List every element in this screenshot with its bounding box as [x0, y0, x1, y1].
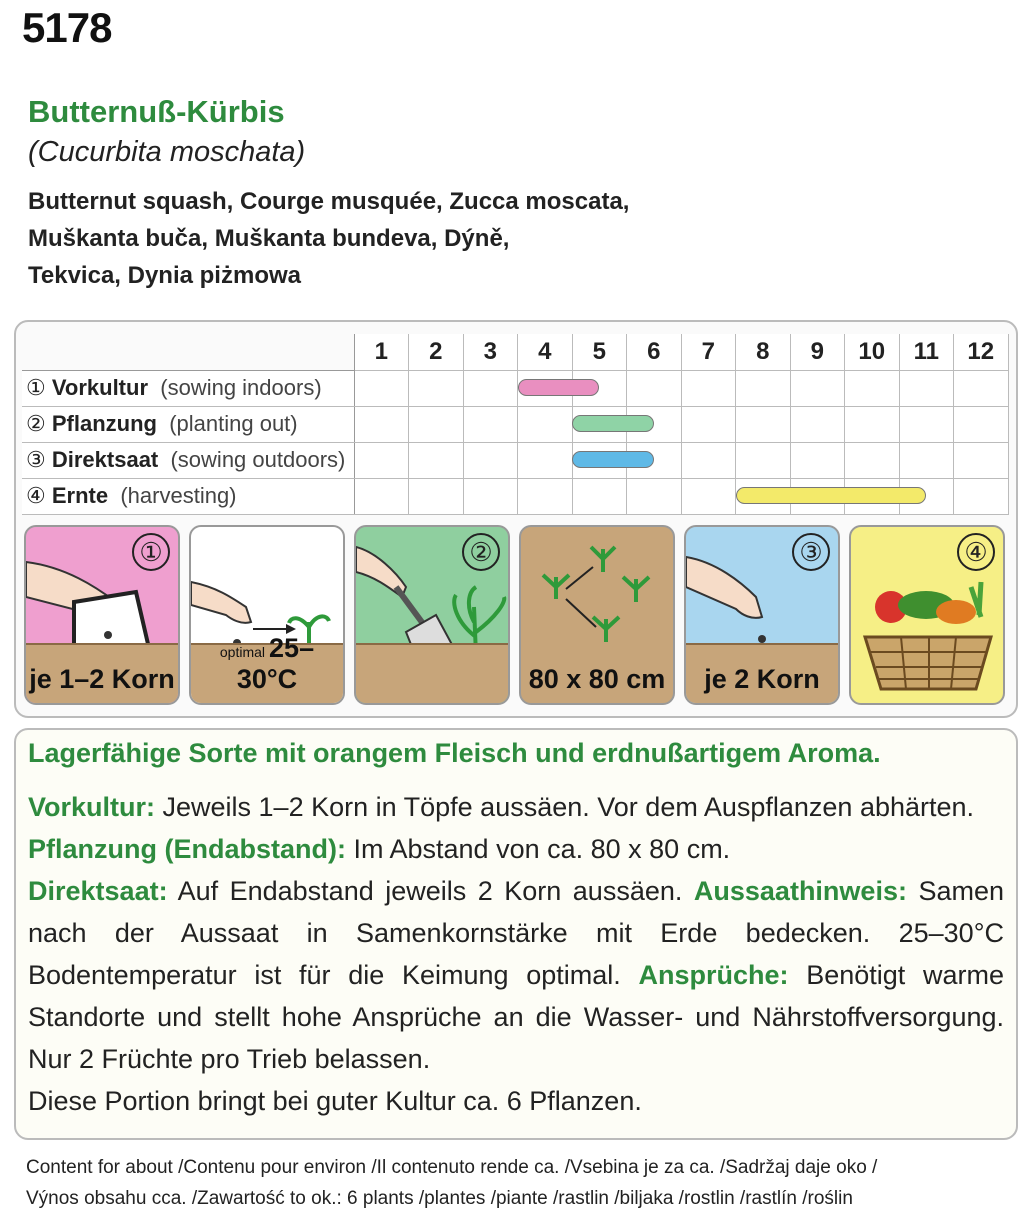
calendar-row-pflanzung	[22, 406, 1008, 442]
common-names	[28, 183, 1008, 294]
tile-planting-out	[354, 525, 510, 705]
month-4: 4	[518, 334, 573, 370]
calendar-bar-pflanzung	[572, 415, 654, 432]
row-label: ③ Direktsaat (sowing outdoors)	[22, 442, 354, 478]
tile-sowing-indoors	[24, 525, 180, 705]
product-code: 5178	[22, 4, 112, 51]
direktsaat-paragraph: Direktsaat: Auf Endabstand jeweils 2 Korn aussäen. Aussaathinweis: Samen nach der Aussaat in Samenkornstärke mit Erde bedecken. 25–30°C Bodentemperatur ist für die Keimung optimal. Ansprüche: Benötigt warme Standorte und stellt hohe Ansprüche an die Wasser- und Nährstoffversorgung. Nur 2 Früchte pro Trieb belassen.	[28, 876, 1005, 1074]
names-line-3: Tekvica, Dynia piżmowa	[28, 262, 301, 289]
footer-line-1: Content for about /Contenu pour environ /Il contenuto rende ca. /Vsebina je za ca. /Sadržaj daje oko /	[26, 1157, 878, 1178]
portion-paragraph: Diese Portion bringt bei guter Kultur ca. 6 Pflanzen.	[28, 1086, 642, 1116]
month-12: 12	[954, 334, 1009, 370]
month-3: 3	[463, 334, 518, 370]
names-line-1: Butternut squash, Courge musquée, Zucca moscata,	[28, 188, 630, 215]
tile-label: 80 x 80 cm	[528, 664, 666, 694]
step-number: ③	[792, 533, 830, 571]
tile-spacing	[519, 525, 675, 705]
month-7: 7	[681, 334, 736, 370]
latin-name: (Cucurbita moschata)	[28, 136, 306, 168]
description-headline: Lagerfähige Sorte mit orangem Fleisch und erdnußartigem Aroma.	[28, 738, 881, 768]
row-label: ④ Ernte (harvesting)	[22, 478, 354, 514]
tile-germination	[189, 525, 345, 705]
tile-sowing-outdoors	[684, 525, 840, 705]
tile-label: je 1–2 Korn	[29, 664, 175, 694]
soil	[356, 643, 508, 703]
tile-label: optimal 25–30°C	[219, 633, 315, 694]
step-number: ①	[132, 533, 170, 571]
pflanzung-paragraph: Pflanzung (Endabstand): Im Abstand von ca. 80 x 80 cm.	[28, 834, 731, 864]
month-10: 10	[845, 334, 900, 370]
month-8: 8	[736, 334, 791, 370]
month-2: 2	[409, 334, 464, 370]
month-6: 6	[627, 334, 682, 370]
content-footer	[26, 1152, 1006, 1214]
tile-harvest	[849, 525, 1005, 705]
step-number: ②	[462, 533, 500, 571]
month-9: 9	[790, 334, 845, 370]
calendar-bar-direktsaat	[572, 451, 654, 468]
product-title: Butternuß-Kürbis	[28, 94, 285, 129]
tile-label: je 2 Korn	[704, 664, 820, 694]
calendar-header-row	[22, 334, 1008, 370]
month-11: 11	[899, 334, 954, 370]
month-5: 5	[572, 334, 627, 370]
row-label: ① Vorkultur (sowing indoors)	[22, 370, 354, 406]
calendar-row-vorkultur	[22, 370, 1008, 406]
description-text	[28, 786, 1004, 1122]
vorkultur-paragraph: Vorkultur: Jeweils 1–2 Korn in Töpfe aussäen. Vor dem Auspflanzen abhärten.	[28, 792, 975, 822]
calendar-bar-vorkultur	[518, 379, 600, 396]
step-number: ④	[957, 533, 995, 571]
month-1: 1	[354, 334, 409, 370]
calendar-bar-ernte	[736, 487, 927, 504]
row-label: ② Pflanzung (planting out)	[22, 406, 354, 442]
calendar-corner	[22, 334, 354, 370]
calendar-row-direktsaat	[22, 442, 1008, 478]
footer-line-2: Výnos obsahu cca. /Zawartość to ok.: 6 plants /plantes /piante /rastlin /biljaka /rostlin /rastlín /roślin	[26, 1188, 853, 1209]
names-line-2: Muškanta buča, Muškanta bundeva, Dýně,	[28, 225, 510, 252]
